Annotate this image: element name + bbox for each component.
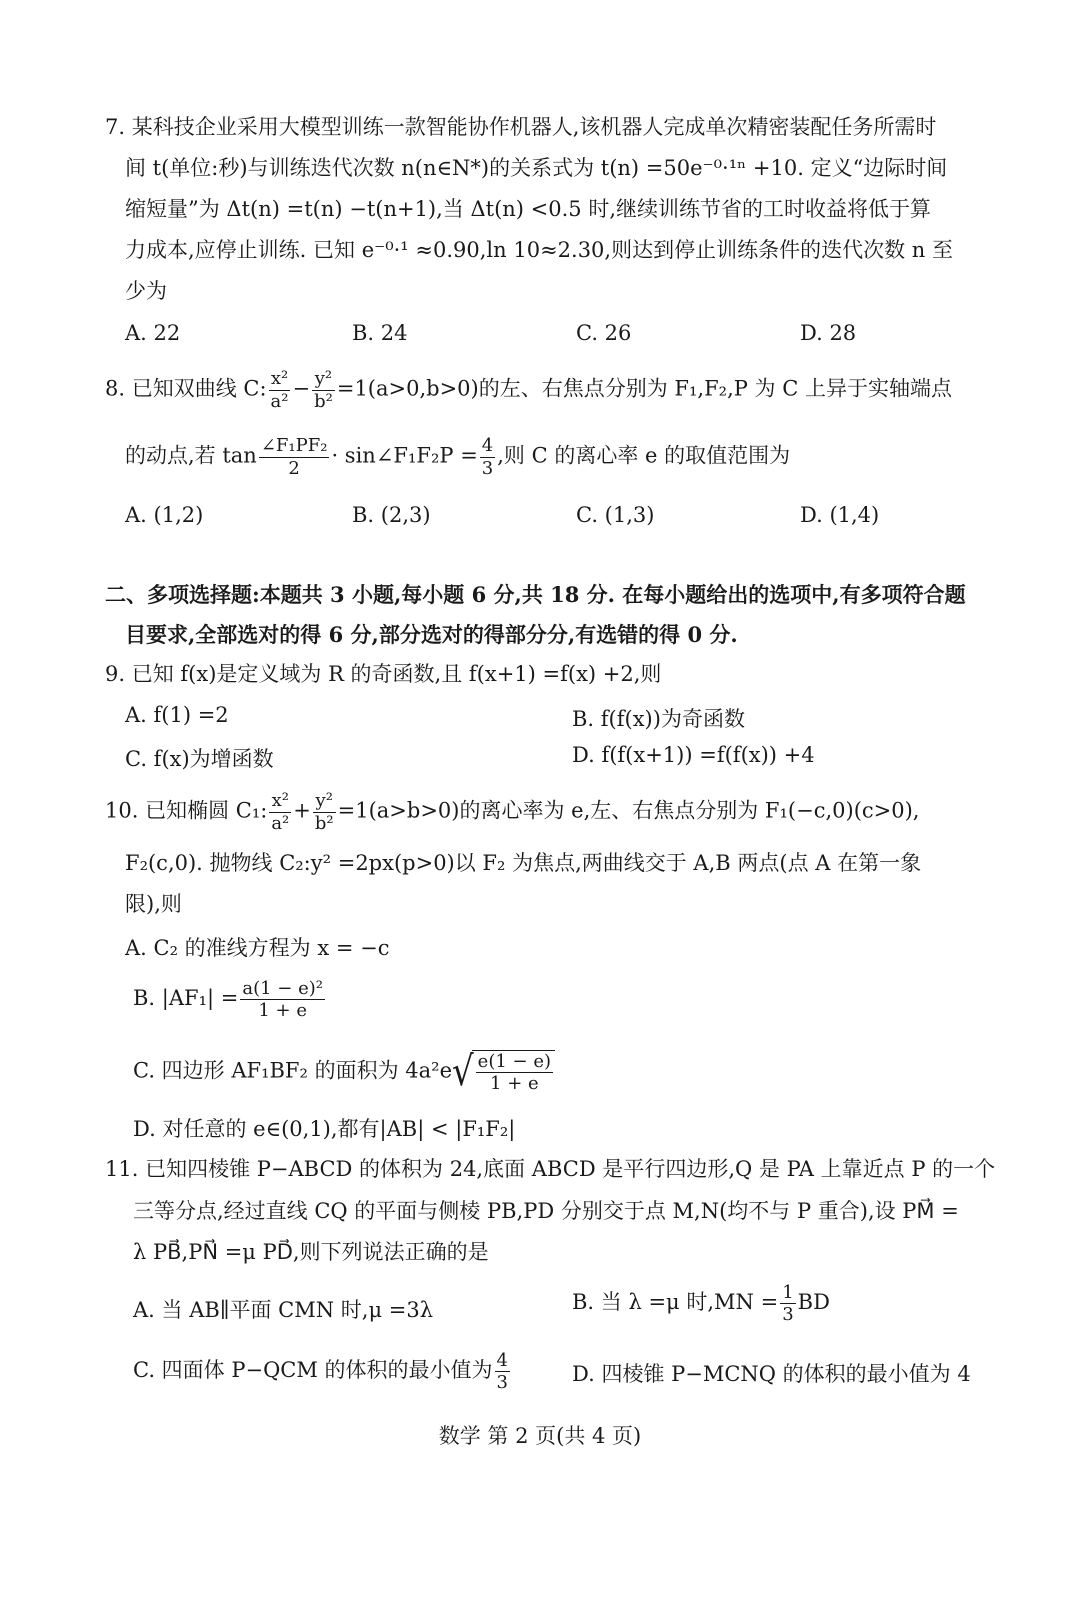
q8-frac-x: [269, 368, 291, 412]
q8-line1-post: =1(a>0,b>0)的左、右焦点分别为 F₁,F₂,P 为 C 上异于实轴端点: [336, 376, 952, 401]
q10-option-c: [133, 1050, 555, 1094]
page-footer: 数学 第 2 页(共 4 页): [438, 1424, 642, 1448]
q8-frac-val-num: 4: [481, 435, 494, 456]
q8-frac-angle: [259, 435, 330, 479]
q10-optb-frac: [240, 978, 325, 1021]
q8-frac-y-den: b²: [314, 390, 333, 412]
q10-optb-num: a(1 − e)²: [242, 978, 323, 999]
q10-frac-y: [313, 790, 336, 834]
q10-option-b: [133, 978, 327, 1021]
q7-option-a: A. 22: [125, 321, 181, 345]
q8-line-1: 8. 已知双曲线 C: $\frac{\text{x²}}{\text{a²}}$ − $\frac{\text{y²}}{\text{b²}}$ =1(a>0,b>0)的左、右焦点分别为 F₁,F₂,P 为 C 上异于实轴端点: [105, 368, 952, 412]
q10-line-1: 10. 已知椭圆 C₁: $\frac{\text{x²}}{\text{a²}}$ + $\frac{\text{y²}}{\text{b²}}$ =1(a>b>0)的离心率为 e,左、右焦点分别为 F₁(−c,0)(c>0),: [105, 790, 920, 834]
q8-frac-x-num: x²: [269, 368, 291, 391]
q10-frac-x-num: x²: [269, 790, 291, 813]
q11-option-a: A. 当 AB∥平面 CMN 时,μ =3λ: [133, 1298, 434, 1322]
q8-frac-angle-den: 2: [288, 457, 300, 479]
q7-option-d: D. 28: [800, 321, 857, 345]
q8-frac-val-den: 3: [481, 457, 494, 479]
q7-line-5: 少为: [125, 279, 167, 303]
q11-optb-den: 3: [782, 1304, 794, 1325]
q8-frac-y: [312, 368, 335, 412]
q10-line1-pre: 10. 已知椭圆 C₁:: [105, 798, 268, 823]
q10-frac-x: [269, 790, 291, 834]
q10-option-d: D. 对任意的 e∈(0,1),都有|AB| < |F₁F₂|: [133, 1117, 516, 1141]
q11-option-b: [572, 1282, 830, 1325]
q7-line-2: 间 t(单位:秒)与训练迭代次数 n(n∈N*)的关系式为 t(n) =50e⁻⁰·¹ⁿ +10. 定义“边际时间: [125, 156, 948, 180]
q11-line-1: 11. 已知四棱锥 P−ABCD 的体积为 24,底面 ABCD 是平行四边形,Q 是 PA 上靠近点 P 的一个: [105, 1157, 996, 1181]
q10-line1-post: =1(a>b>0)的离心率为 e,左、右焦点分别为 F₁(−c,0)(c>0),: [337, 798, 920, 823]
section-2-heading-line-1: 二、多项选择题:本题共 3 小题,每小题 6 分,共 18 分. 在每小题给出的选项中,有多项符合题: [105, 582, 966, 607]
q10-optb-den: 1 + e: [258, 1000, 307, 1021]
q10-optc-frac: [476, 1051, 553, 1094]
q8-option-a: A. (1,2): [125, 503, 204, 527]
q8-line-2: [125, 435, 790, 479]
q11-option-c: [133, 1350, 512, 1393]
q11-optb-pre: B. 当 λ =μ 时,MN =: [572, 1290, 779, 1314]
q10-frac-y-den: b²: [314, 812, 334, 834]
q11-option-d: D. 四棱锥 P−MCNQ 的体积的最小值为 4: [572, 1362, 971, 1386]
q9-option-a: A. f(1) =2: [125, 703, 229, 727]
q10-line-3: 限),则: [125, 892, 182, 916]
q7-option-c: C. 26: [576, 321, 632, 345]
q11-optc-pre: C. 四面体 P−QCM 的体积的最小值为: [133, 1358, 493, 1382]
q8-option-b: B. (2,3): [352, 503, 431, 527]
sqrt-icon: √: [452, 1048, 474, 1096]
q10-optc-pre: C. 四边形 AF₁BF₂ 的面积为 4a²e: [133, 1058, 452, 1083]
q8-option-c: C. (1,3): [576, 503, 655, 527]
q11-line-3: λ PB⃗,PN⃗ =μ PD⃗,则下列说法正确的是: [133, 1240, 489, 1264]
q10-option-a: A. C₂ 的准线方程为 x = −c: [125, 936, 390, 960]
q7-option-b: B. 24: [352, 321, 408, 345]
q9-option-d: D. f(f(x+1)) =f(f(x)) +4: [572, 743, 815, 767]
q8-line2-pre: 的动点,若 tan: [125, 443, 257, 468]
q10-frac-x-den: a²: [271, 812, 290, 834]
q8-frac-x-den: a²: [270, 390, 289, 412]
q9-option-c: C. f(x)为增函数: [125, 747, 274, 771]
q8-option-d: D. (1,4): [800, 503, 880, 527]
q8-frac-val: [480, 435, 495, 479]
q11-optb-num: 1: [782, 1282, 794, 1303]
q10-optc-sqrt: [472, 1050, 555, 1094]
section-2-heading-line-2: 目要求,全部选对的得 6 分,部分选对的得部分分,有选错的得 0 分.: [125, 622, 738, 647]
q9-stem: 9. 已知 f(x)是定义域为 R 的奇函数,且 f(x+1) =f(x) +2,则: [105, 662, 662, 686]
q10-optc-num: e(1 − e): [477, 1051, 551, 1072]
q10-frac-y-num: y²: [313, 790, 336, 813]
q10-optc-den: 1 + e: [490, 1073, 539, 1094]
q10-line-2: F₂(c,0). 抛物线 C₂:y² =2px(p>0)以 F₂ 为焦点,两曲线交于 A,B 两点(点 A 在第一象: [125, 851, 922, 875]
q8-frac-angle-num: ∠F₁PF₂: [260, 435, 328, 456]
q8-frac-y-num: y²: [312, 368, 335, 391]
q9-option-b: B. f(f(x))为奇函数: [572, 707, 745, 731]
q8-line2-post: ,则 C 的离心率 e 的取值范围为: [497, 443, 791, 468]
q11-line-2: 三等分点,经过直线 CQ 的平面与侧棱 PB,PD 分别交于点 M,N(均不与 P 重合),设 PM⃗ =: [133, 1199, 959, 1223]
q10-optb-pre: B. |AF₁| =: [133, 986, 239, 1010]
q8-line1-pre: 8. 已知双曲线 C:: [105, 376, 267, 401]
q11-optb-post: BD: [797, 1290, 830, 1314]
q11-optc-num: 4: [496, 1350, 508, 1371]
q11-optc-den: 3: [496, 1372, 508, 1393]
q7-line-4: 力成本,应停止训练. 已知 e⁻⁰·¹ ≈0.90,ln 10≈2.30,则达到停止训练条件的迭代次数 n 至: [125, 238, 953, 262]
q8-line2-mid: · sin∠F₁F₂P =: [331, 443, 478, 468]
q11-optb-frac: [780, 1282, 795, 1325]
q11-optc-frac: [495, 1350, 510, 1393]
q7-line-1: 7. 某科技企业采用大模型训练一款智能协作机器人,该机器人完成单次精密装配任务所需时: [105, 115, 937, 139]
q7-line-3: 缩短量”为 Δt(n) =t(n) −t(n+1),当 Δt(n) <0.5 时,继续训练节省的工时收益将低于算: [125, 197, 932, 221]
